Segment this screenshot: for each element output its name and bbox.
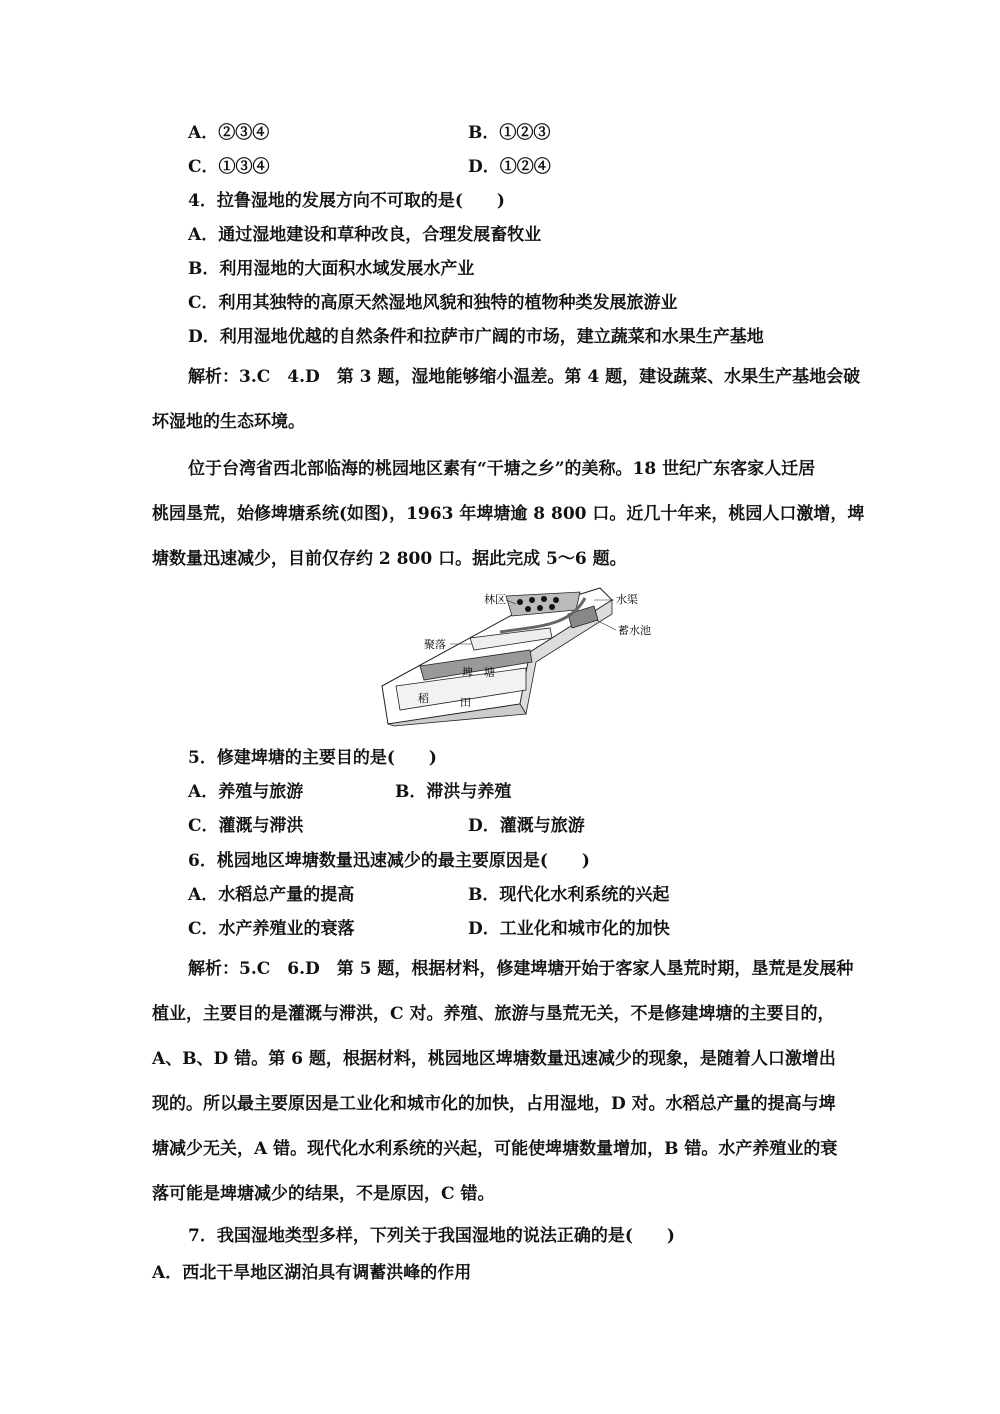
q4-option-d: D．利用湿地优越的自然条件和拉萨市广阔的市场，建立蔬菜和水果生产基地 [188,327,764,347]
tree-icon [541,596,547,602]
tree-icon [529,597,535,603]
q5-option-b: B．滞洪与养殖 [395,782,512,802]
material-line-2: 桃园垦荒，始修埤塘系统(如图)，1963 年埤塘逾 8 800 口。近几十年来，桃园人口激增，埤 [152,504,865,524]
tree-icon [517,599,523,605]
analysis-1-line-1: 解析：3.C 4.D 第 3 题，湿地能够缩小温差。第 4 题，建设蔬菜、水果生产基地会破 [188,367,861,387]
q4-option-c: C．利用其独特的高原天然湿地风貌和独特的植物种类发展旅游业 [188,293,678,313]
tree-icon [549,604,555,610]
q3-option-c: C．①③④ [188,157,270,177]
tree-icon [537,605,543,611]
q6-option-b: B．现代化水利系统的兴起 [468,885,670,905]
label-pond: 埤 塘 [462,666,495,679]
label-forest: 林区 [484,593,506,606]
label-paddy-2: 田 [460,696,471,709]
analysis-2-line-5: 塘减少无关，A 错。现代化水利系统的兴起，可能使埤塘数量增加，B 错。水产养殖业的衰 [152,1139,838,1159]
analysis-2-line-6: 落可能是埤塘减少的结果，不是原因，C 错。 [152,1184,495,1204]
q5-option-c: C．灌溉与滞洪 [188,816,304,836]
q4-option-b: B．利用湿地的大面积水域发展水产业 [188,259,475,279]
material-line-1: 位于台湾省西北部临海的桃园地区素有“干塘之乡”的美称。18 世纪广东客家人迁居 [188,459,816,479]
q4-option-a: A．通过湿地建设和草种改良，合理发展畜牧业 [188,225,542,245]
analysis-1-line-2: 坏湿地的生态环境。 [152,412,305,432]
analysis-2-line-4: 现的。所以最主要原因是工业化和城市化的加快，占用湿地，D 对。水稻总产量的提高与埤 [152,1094,836,1114]
analysis-2-line-1: 解析：5.C 6.D 第 5 题，根据材料，修建埤塘开始于客家人垦荒时期，垦荒是发展种 [188,959,854,979]
q7-option-a: A．西北干旱地区湖泊具有调蓄洪峰的作用 [152,1263,472,1283]
analysis-2-line-3: A、B、D 错。第 6 题，根据材料，桃园地区埤塘数量迅速减少的现象，是随着人口激增出 [152,1049,836,1069]
analysis-2-line-2: 植业，主要目的是灌溉与滞洪，C 对。养殖、旅游与垦荒无关，不是修建埤塘的主要目的， [152,1004,835,1024]
q5-stem: 5．修建埤塘的主要目的是( ) [188,748,437,768]
q6-option-d: D．工业化和城市化的加快 [468,919,670,939]
tree-icon [525,606,531,612]
label-canal: 水渠 [616,593,638,606]
q5-option-d: D．灌溉与旅游 [468,816,585,836]
pond-system-diagram [380,586,651,726]
q6-option-a: A．水稻总产量的提高 [188,885,355,905]
q3-option-d: D．①②④ [468,157,551,177]
material-line-3: 塘数量迅速减少，目前仅存约 2 800 口。据此完成 5～6 题。 [152,549,627,569]
label-paddy-1: 稻 [418,692,429,705]
q6-stem: 6．桃园地区埤塘数量迅速减少的最主要原因是( ) [188,851,590,871]
label-reservoir: 蓄水池 [618,624,651,637]
q5-option-a: A．养殖与旅游 [188,782,304,802]
q4-stem: 4．拉鲁湿地的发展方向不可取的是( ) [188,191,505,211]
tree-icon [553,597,559,603]
q7-stem: 7．我国湿地类型多样，下列关于我国湿地的说法正确的是( ) [188,1226,675,1246]
label-village: 聚落 [424,638,446,651]
q3-option-b: B．①②③ [468,123,551,143]
q6-option-c: C．水产养殖业的衰落 [188,919,355,939]
q3-option-a: A．②③④ [188,123,270,143]
